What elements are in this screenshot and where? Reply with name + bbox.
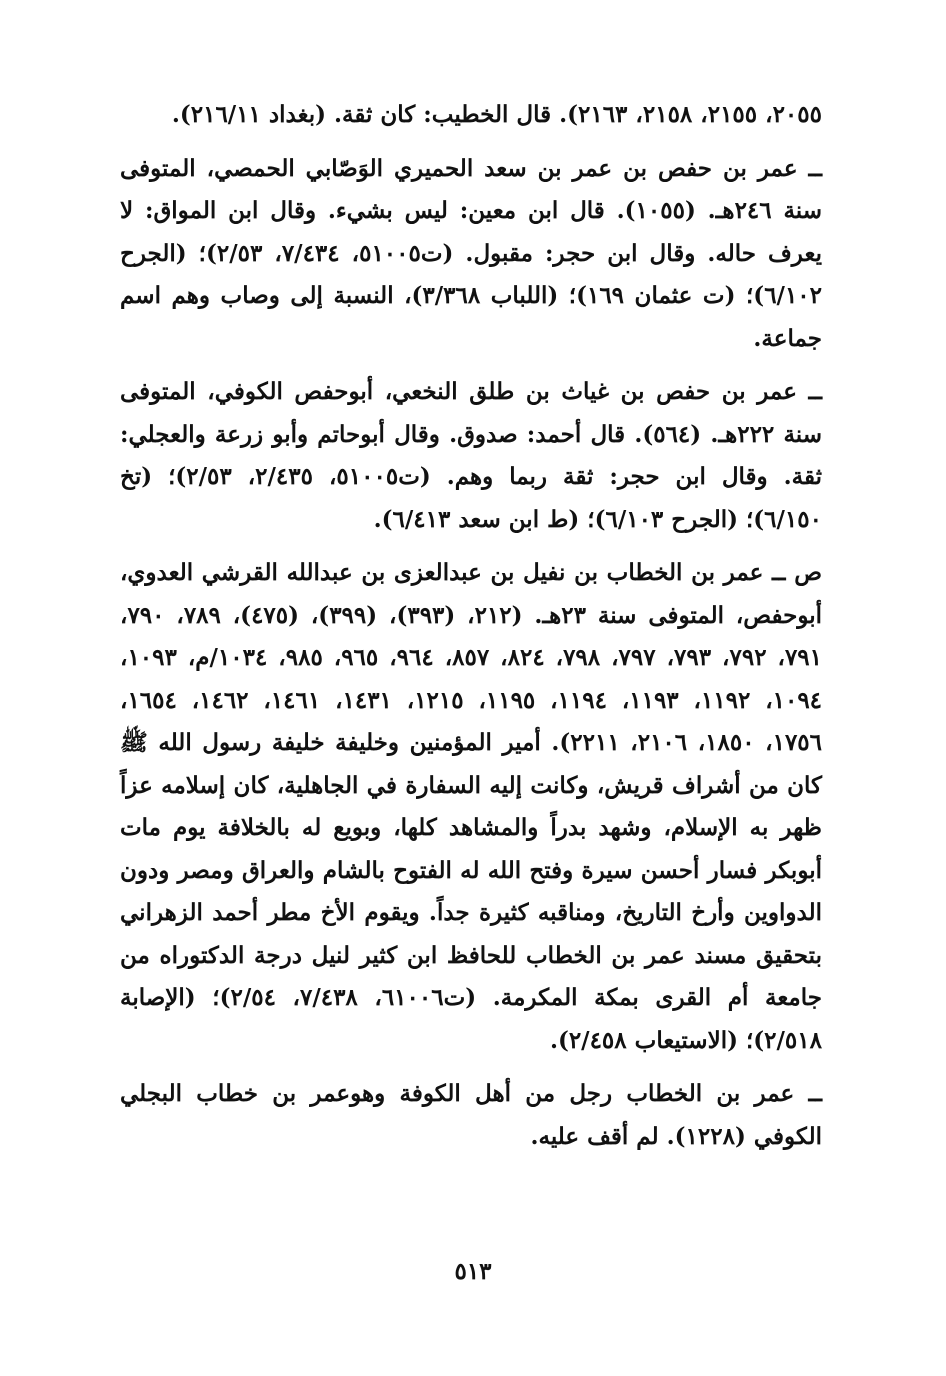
- entry-umar-ibn-hafs-al-himyari: [120, 148, 822, 361]
- entry-umar-ibn-al-khattab-kufan: [120, 1073, 822, 1158]
- page-body-text: [120, 94, 822, 1169]
- entry-umar-ibn-hafs-ibn-ghiyath: [120, 371, 822, 541]
- entry-text: ــ عمر بن حفص بن غياث بن طلق النخعي، أبوحفص الكوفي، المتوفى سنة ٢٢٢هـ. (٥٦٤). قال أحمد: صدوق. وقال أبوحاتم وأبو زرعة والعجلي: ثقة. وقال ابن حجر: ثقة ربما وهم. (ت٥١٠٠٥، ٢/٤٣٥، ٢/٥٣)؛ (تخ ٦/١٥٠)؛ (الجرح ٦/١٠٣)؛ (ط ابن سعد ٦/٤١٣).: [120, 378, 822, 533]
- entry-text: ٢٠٥٥، ٢١٥٥، ٢١٥٨، ٢١٦٣). قال الخطيب: كان ثقة. (بغداد ٢١٦/١١).: [171, 101, 822, 128]
- entry-continuation: [120, 94, 822, 137]
- entry-umar-ibn-al-khattab: [120, 552, 822, 1062]
- entry-text: ــ عمر بن الخطاب رجل من أهل الكوفة وهوعمر بن خطاب البجلي الكوفي (١٢٢٨). لم أقف عليه.: [120, 1080, 822, 1150]
- entry-text: ص ــ عمر بن الخطاب بن نفيل بن عبدالعزى بن عبدالله القرشي العدوي، أبوحفص، المتوفى سنة ٢٣هـ. (٢١٢، (٣٩٣)، (٣٩٩)، (٤٧٥)، ٧٨٩، ٧٩٠، ٧٩١، ٧٩٢، ٧٩٣، ٧٩٧، ٧٩٨، ٨٢٤، ٨٥٧، ٩٦٤، ٩٦٥، ٩٨٥، ١٠٣٤/م، ١٠٩٣، ١٠٩٤، ١١٩٢، ١١٩٣، ١١٩٤، ١١٩٥، ١٢١٥، ١٤٣١، ١٤٦١، ١٤٦٢، ١٦٥٤، ١٧٥٦، ١٨٥٠، ٢١٠٦، ٢٢١١). أمير المؤمنين وخليفة خليفة رسول الله ﷺ كان من أشراف قريش، وكانت إليه السفارة في الجاهلية، كان إسلامه عزاً ظهر به الإسلام، وشهد بدراً والمشاهد كلها، وبويع له بالخلافة يوم مات أبوبكر فسار أحسن سيرة وفتح الله له الفتوح بالشام والعراق ومصر ودون الدواوين وأرخ التاريخ، ومناقبه كثيرة جداً. ويقوم الأخ مطر أحمد الزهراني بتحقيق مسند عمر بن الخطاب للحافظ ابن كثير لنيل درجة الدكتوراه من جامعة أم القرى بمكة المكرمة. (ت٦١٠٠٦، ٧/٤٣٨، ٢/٥٤)؛ (الإصابة ٢/٥١٨)؛ (الاستيعاب ٢/٤٥٨).: [120, 559, 823, 1054]
- entry-text: ــ عمر بن حفص بن عمر بن سعد الحميري الوَصّابي الحمصي، المتوفى سنة ٢٤٦هـ. (١٠٥٥). قال ابن معين: ليس بشيء. وقال ابن المواق: لا يعرف حاله. وقال ابن حجر: مقبول. (ت٥١٠٠٥، ٧/٤٣٤، ٢/٥٣)؛ (الجرح ٦/١٠٢)؛ (ت عثمان ١٦٩)؛ (اللباب ٣/٣٦٨)، النسبة إلى وصاب وهم اسم جماعة.: [120, 154, 823, 352]
- page-number: ٥١٣: [454, 1258, 492, 1285]
